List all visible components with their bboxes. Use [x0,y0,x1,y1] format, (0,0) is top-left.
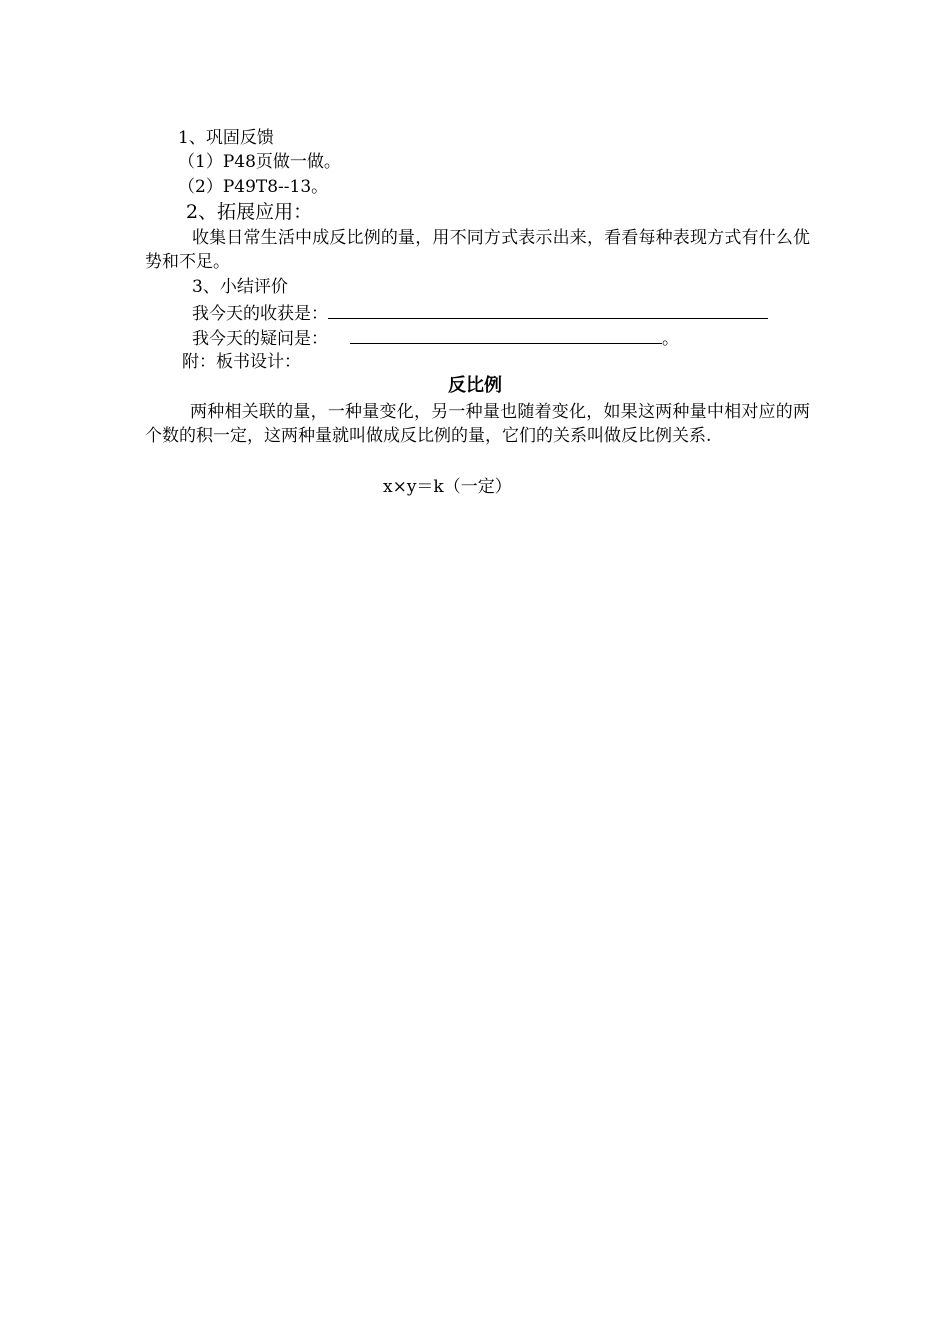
gain-row [192,300,768,326]
question-row [192,325,679,351]
section3-heading: 3、小结评价 [192,277,288,297]
gain-blank-line [328,300,768,319]
section2-paragraph: 收集日常生活中成反比例的量，用不同方式表示出来，看看每种表现方式有什么优势和不足。 [145,228,810,272]
appendix-label: 附：板书设计： [182,352,301,372]
section1-heading: 1、巩固反馈 [178,128,274,148]
board-formula: x×y＝k（一定） [383,477,512,497]
question-suffix: 。 [662,329,679,349]
section2-heading: 2、拓展应用： [186,201,313,223]
gain-label: 我今天的收获是： [192,304,328,324]
question-label: 我今天的疑问是： [192,329,328,349]
board-title: 反比例 [448,375,502,396]
section1-item-1: （1）P48页做一做。 [178,152,341,172]
question-blank-line [350,325,662,344]
section1-item-2: （2）P49T8--13。 [178,177,329,197]
board-definition: 两种相关联的量，一种量变化，另一种量也随着变化，如果这两种量中相对应的两个数的积一定，这两种量就叫做成反比例的量，它们的关系叫做反比例关系. [145,402,810,446]
